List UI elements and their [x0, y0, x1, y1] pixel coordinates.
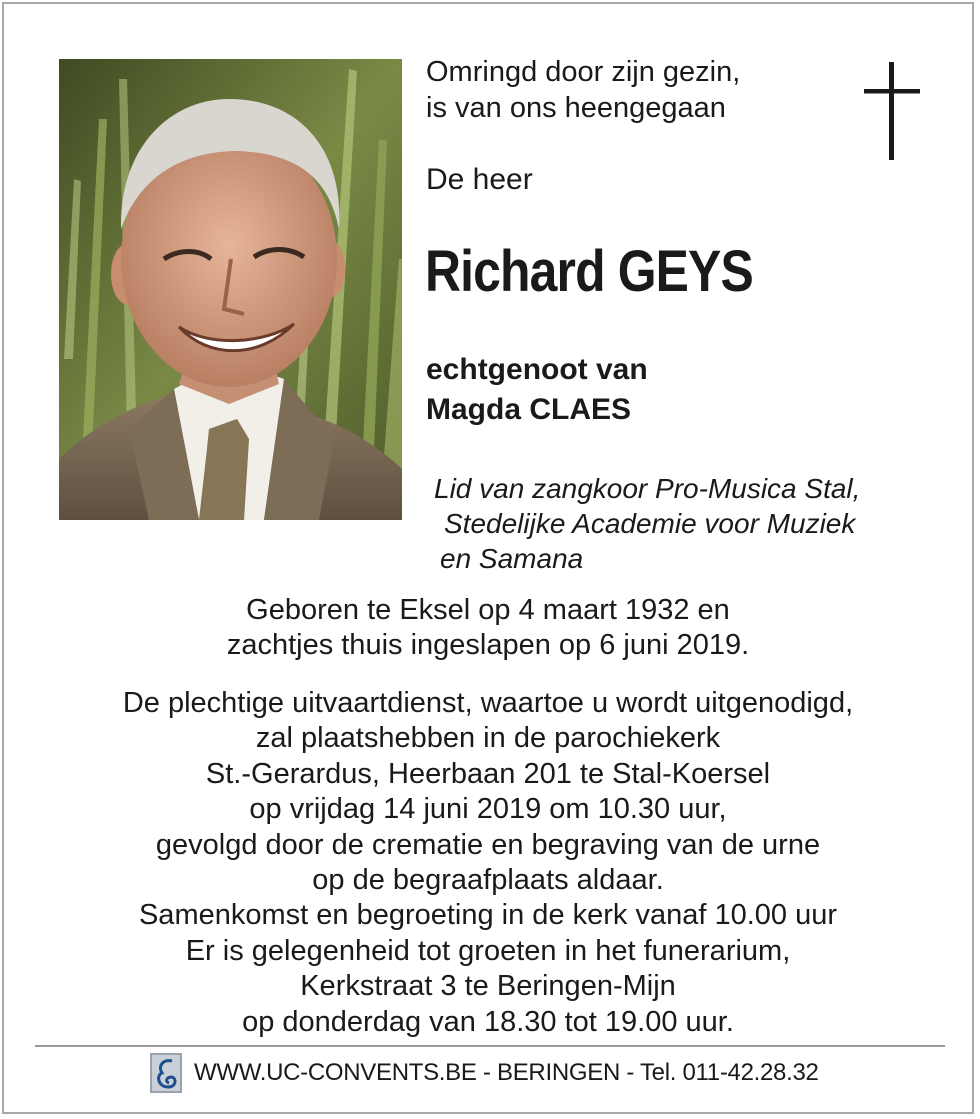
membership-line: en Samana	[440, 543, 584, 574]
funeral-line: Er is gelegenheid tot groeten in het funerarium,	[185, 934, 791, 967]
membership-line: Stedelijke Academie voor Muziek	[444, 508, 856, 539]
portrait-photo	[59, 59, 402, 520]
memberships	[434, 471, 860, 576]
funeral-line: Samenkomst en begroeting in de kerk vanaf 10.00 uur	[138, 899, 838, 932]
intro-line: Omringd door zijn gezin,	[426, 56, 741, 88]
funeral-line: De plechtige uitvaartdienst, waartoe u wordt uitgenodigd,	[122, 687, 854, 719]
birth-death-info	[0, 593, 976, 663]
deceased-name: Richard GEYS	[425, 239, 753, 304]
membership-line: Lid van zangkoor Pro-Musica Stal,	[434, 473, 861, 504]
spouse-label: echtgenoot van	[426, 353, 648, 386]
footer-divider	[35, 1045, 945, 1047]
spouse-block	[426, 350, 648, 430]
birth-line: Geboren te Eksel op 4 maart 1932 en	[246, 594, 730, 626]
intro-line: is van ons heengegaan	[426, 92, 726, 124]
funeral-line: Kerkstraat 3 te Beringen-Mijn	[300, 970, 676, 1003]
funeral-line: op vrijdag 14 juni 2019 om 10.30 uur,	[249, 793, 727, 826]
funeral-line: gevolgd door de crematie en begraving van de urne	[155, 828, 821, 861]
footer-contact: WWW.UC-CONVENTS.BE - BERINGEN - Tel. 011-42.28.32	[194, 1059, 819, 1086]
cross-icon	[862, 62, 922, 160]
spouse-name: Magda CLAES	[426, 393, 632, 426]
funeral-line: op donderdag van 18.30 tot 19.00 uur.	[242, 1005, 734, 1038]
funeral-info	[0, 686, 976, 1040]
intro-text	[426, 54, 740, 126]
footer	[150, 1052, 819, 1094]
honorific: De heer	[426, 163, 533, 196]
birth-line: zachtjes thuis ingeslapen op 6 juni 2019.	[226, 629, 750, 661]
funeral-line: zal plaatshebben in de parochiekerk	[255, 722, 721, 755]
funeral-line: St.-Gerardus, Heerbaan 201 te Stal-Koersel	[205, 757, 771, 790]
funeral-line: op de begraafplaats aldaar.	[312, 864, 664, 897]
uc-logo-icon	[150, 1053, 182, 1093]
